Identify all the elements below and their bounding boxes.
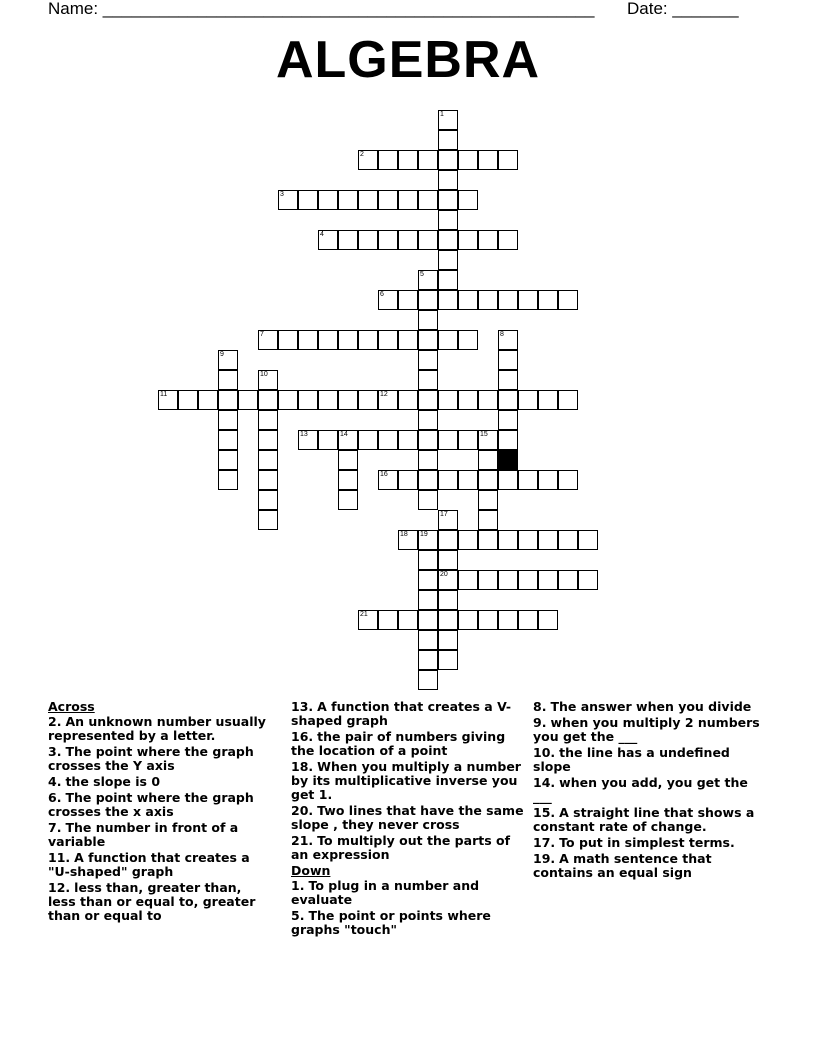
grid-cell[interactable]	[398, 430, 418, 450]
clue-number-label: 14.	[533, 775, 556, 790]
grid-cell[interactable]	[478, 530, 498, 550]
clue-item	[291, 879, 526, 907]
clue-text: An unknown number usually represented by a letter.	[48, 714, 266, 743]
grid-cell[interactable]	[398, 390, 418, 410]
grid-cell[interactable]	[338, 390, 358, 410]
grid-cell[interactable]	[458, 330, 478, 350]
clue-text: A math sentence that contains an equal sign	[533, 851, 712, 880]
grid-cell[interactable]	[358, 390, 378, 410]
grid-cell[interactable]	[458, 610, 478, 630]
clue-number: 10	[260, 371, 268, 378]
clue-item	[291, 834, 526, 862]
clue-number-label: 8.	[533, 699, 547, 714]
grid-cell[interactable]	[438, 110, 458, 130]
grid-cell[interactable]	[438, 270, 458, 290]
grid-cell[interactable]	[338, 450, 358, 470]
clue-number: 15	[480, 431, 488, 438]
grid-cell[interactable]	[498, 330, 518, 350]
grid-cell[interactable]	[398, 290, 418, 310]
clue-number-label: 16.	[291, 729, 314, 744]
grid-cell[interactable]	[398, 330, 418, 350]
clue-text: when you add, you get the ___	[533, 775, 748, 804]
grid-cell[interactable]	[358, 610, 378, 630]
grid-cell[interactable]	[218, 450, 238, 470]
grid-cell[interactable]	[438, 530, 458, 550]
section-heading-across: Across	[48, 699, 95, 714]
grid-cell[interactable]	[438, 230, 458, 250]
clue-text: The number in front of a variable	[48, 820, 239, 849]
grid-cell[interactable]	[278, 390, 298, 410]
grid-cell[interactable]	[498, 570, 518, 590]
clue-number: 11	[160, 391, 168, 398]
grid-cell[interactable]	[418, 490, 438, 510]
clue-item	[533, 746, 768, 774]
clue-text: Two lines that have the same slope , they never cross	[291, 803, 524, 832]
clue-number: 6	[380, 291, 384, 298]
grid-cell[interactable]	[478, 490, 498, 510]
grid-cell[interactable]	[298, 430, 318, 450]
clue-number: 13	[300, 431, 308, 438]
grid-cell[interactable]	[418, 410, 438, 430]
clue-number: 2	[360, 151, 364, 158]
grid-cell[interactable]	[458, 470, 478, 490]
clue-text: The point where the graph crosses the Y axis	[48, 744, 254, 773]
clue-text: the slope is 0	[65, 774, 161, 789]
grid-cell[interactable]	[518, 530, 538, 550]
grid-cell[interactable]	[418, 470, 438, 490]
grid-cell[interactable]	[158, 390, 178, 410]
grid-cell[interactable]	[398, 190, 418, 210]
grid-cell[interactable]	[438, 510, 458, 530]
grid-cell[interactable]	[438, 170, 458, 190]
grid-cell[interactable]	[258, 390, 278, 410]
grid-cell[interactable]	[458, 290, 478, 310]
grid-cell[interactable]	[458, 190, 478, 210]
grid-cell[interactable]	[258, 330, 278, 350]
grid-cell[interactable]	[558, 530, 578, 550]
clue-item	[291, 700, 526, 728]
grid-cell[interactable]	[438, 570, 458, 590]
clue-number: 1	[440, 111, 444, 118]
grid-cell[interactable]	[258, 430, 278, 450]
grid-cell[interactable]	[378, 430, 398, 450]
grid-cell[interactable]	[418, 650, 438, 670]
grid-cell[interactable]	[498, 150, 518, 170]
name-line: Name: ____________________________________________________	[48, 0, 595, 18]
grid-cell[interactable]	[398, 610, 418, 630]
clue-item	[291, 909, 526, 937]
grid-cell[interactable]	[318, 390, 338, 410]
grid-cell[interactable]	[358, 230, 378, 250]
clue-number: 9	[220, 351, 224, 358]
grid-cell[interactable]	[438, 250, 458, 270]
grid-cell[interactable]	[538, 390, 558, 410]
grid-cell[interactable]	[218, 470, 238, 490]
grid-cell[interactable]	[458, 430, 478, 450]
clue-text: A function that creates a V-shaped graph	[291, 699, 512, 728]
clue-number: 3	[280, 191, 284, 198]
grid-cell[interactable]	[418, 370, 438, 390]
clue-item	[533, 852, 768, 880]
grid-cell[interactable]	[578, 570, 598, 590]
grid-cell[interactable]	[438, 210, 458, 230]
grid-cell[interactable]	[438, 610, 458, 630]
grid-cell[interactable]	[498, 230, 518, 250]
clue-number-label: 12.	[48, 880, 71, 895]
grid-cell[interactable]	[438, 330, 458, 350]
grid-cell[interactable]	[438, 130, 458, 150]
grid-cell[interactable]	[458, 570, 478, 590]
date-line: Date: _______	[627, 0, 739, 18]
grid-cell[interactable]	[558, 390, 578, 410]
clue-item	[291, 730, 526, 758]
grid-cell[interactable]	[438, 190, 458, 210]
clue-item	[48, 881, 273, 923]
grid-cell[interactable]	[338, 230, 358, 250]
grid-cell[interactable]	[478, 470, 498, 490]
grid-cell[interactable]	[358, 430, 378, 450]
grid-cell[interactable]	[418, 550, 438, 570]
grid-cell[interactable]	[418, 330, 438, 350]
clue-item	[533, 806, 768, 834]
clue-item	[291, 760, 526, 802]
clue-item	[533, 836, 768, 850]
clue-text: The point or points where graphs "touch"	[291, 908, 491, 937]
clue-number: 16	[380, 471, 388, 478]
grid-cell[interactable]	[438, 430, 458, 450]
clue-column-1	[48, 700, 273, 925]
grid-cell[interactable]	[338, 490, 358, 510]
clue-number: 21	[360, 611, 368, 618]
clue-item	[48, 851, 273, 879]
grid-cell[interactable]	[538, 470, 558, 490]
clue-item	[533, 716, 768, 744]
clue-number-label: 7.	[48, 820, 62, 835]
grid-cell[interactable]	[338, 330, 358, 350]
clue-number-label: 2.	[48, 714, 62, 729]
grid-cell[interactable]	[178, 390, 198, 410]
grid-cell[interactable]	[358, 150, 378, 170]
grid-cell[interactable]	[458, 530, 478, 550]
clue-text: To put in simplest terms.	[559, 835, 735, 850]
grid-cell[interactable]	[478, 290, 498, 310]
grid-cell[interactable]	[458, 230, 478, 250]
clue-number: 12	[380, 391, 388, 398]
grid-cell[interactable]	[438, 150, 458, 170]
clue-text: To multiply out the parts of an expression	[291, 833, 511, 862]
grid-cell[interactable]	[378, 610, 398, 630]
grid-cell[interactable]	[318, 330, 338, 350]
grid-cell[interactable]	[418, 530, 438, 550]
grid-cell[interactable]	[258, 470, 278, 490]
grid-cell[interactable]	[258, 490, 278, 510]
grid-cell[interactable]	[218, 390, 238, 410]
clue-text: the line has a undefined slope	[533, 745, 730, 774]
clue-number-label: 20.	[291, 803, 314, 818]
grid-cell[interactable]	[218, 410, 238, 430]
grid-cell[interactable]	[238, 390, 258, 410]
grid-cell[interactable]	[418, 350, 438, 370]
clue-number: 7	[260, 331, 264, 338]
clue-item	[48, 715, 273, 743]
grid-cell[interactable]	[498, 370, 518, 390]
grid-cell[interactable]	[438, 290, 458, 310]
grid-cell[interactable]	[438, 630, 458, 650]
grid-cell[interactable]	[218, 350, 238, 370]
grid-cell[interactable]	[438, 590, 458, 610]
grid-cell[interactable]	[458, 390, 478, 410]
grid-cell[interactable]	[478, 610, 498, 630]
clue-number: 19	[420, 531, 428, 538]
grid-cell[interactable]	[418, 670, 438, 690]
grid-cell[interactable]	[438, 650, 458, 670]
clue-text: when you multiply 2 numbers you get the ___	[533, 715, 760, 744]
grid-cell[interactable]	[478, 570, 498, 590]
grid-cell[interactable]	[538, 610, 558, 630]
grid-cell[interactable]	[498, 610, 518, 630]
grid-cell[interactable]	[418, 390, 438, 410]
section-heading-down: Down	[291, 863, 331, 878]
clue-number-label: 10.	[533, 745, 556, 760]
grid-cell[interactable]	[498, 390, 518, 410]
clue-number-label: 5.	[291, 908, 305, 923]
clue-number: 14	[340, 431, 348, 438]
clue-item	[533, 700, 768, 714]
grid-cell[interactable]	[438, 550, 458, 570]
grid-cell[interactable]	[418, 630, 438, 650]
clue-item	[48, 791, 273, 819]
clue-text: The point where the graph crosses the x axis	[48, 790, 254, 819]
clue-item	[48, 821, 273, 849]
grid-cell[interactable]	[498, 530, 518, 550]
grid-cell[interactable]	[278, 190, 298, 210]
clue-column-2	[291, 700, 526, 939]
clue-number-label: 6.	[48, 790, 62, 805]
clue-number: 20	[440, 571, 448, 578]
grid-cell[interactable]	[418, 270, 438, 290]
grid-cell[interactable]	[398, 470, 418, 490]
clue-text: the pair of numbers giving the location of a point	[291, 729, 506, 758]
clue-item	[48, 775, 273, 789]
grid-cell[interactable]	[418, 610, 438, 630]
grid-cell[interactable]	[218, 370, 238, 390]
grid-cell[interactable]	[438, 390, 458, 410]
grid-cell[interactable]	[378, 190, 398, 210]
grid-cell[interactable]	[578, 530, 598, 550]
grid-cell[interactable]	[518, 570, 538, 590]
grid-cell[interactable]	[498, 470, 518, 490]
grid-cell[interactable]	[418, 190, 438, 210]
grid-cell[interactable]	[338, 430, 358, 450]
grid-cell[interactable]	[478, 390, 498, 410]
grid-cell[interactable]	[478, 430, 498, 450]
grid-cell[interactable]	[398, 150, 418, 170]
clue-number-label: 11.	[48, 850, 71, 865]
grid-cell[interactable]	[398, 530, 418, 550]
clue-text: To plug in a number and evaluate	[291, 878, 480, 907]
grid-cell[interactable]	[338, 190, 358, 210]
clue-number: 8	[500, 331, 504, 338]
grid-cell[interactable]	[518, 610, 538, 630]
grid-cell[interactable]	[278, 330, 298, 350]
clue-number: 17	[440, 511, 448, 518]
clue-text: A straight line that shows a constant rate of change.	[533, 805, 755, 834]
grid-cell[interactable]	[478, 450, 498, 470]
grid-cell[interactable]	[498, 290, 518, 310]
grid-cell[interactable]	[318, 430, 338, 450]
clue-text: A function that creates a "U-shaped" graph	[48, 850, 250, 879]
grid-cell[interactable]	[458, 150, 478, 170]
clue-number-label: 18.	[291, 759, 314, 774]
grid-cell[interactable]	[258, 510, 278, 530]
grid-cell[interactable]	[358, 330, 378, 350]
grid-cell[interactable]	[298, 190, 318, 210]
grid-cell[interactable]	[298, 330, 318, 350]
grid-cell[interactable]	[378, 230, 398, 250]
clue-number: 5	[420, 271, 424, 278]
grid-cell[interactable]	[478, 150, 498, 170]
clue-number-label: 19.	[533, 851, 556, 866]
grid-cell[interactable]	[378, 330, 398, 350]
clue-text: The answer when you divide	[550, 699, 752, 714]
grid-cell[interactable]	[538, 530, 558, 550]
clue-number-label: 21.	[291, 833, 314, 848]
puzzle-title: ALGEBRA	[275, 31, 541, 89]
grid-cell[interactable]	[518, 390, 538, 410]
grid-cell[interactable]	[318, 230, 338, 250]
grid-cell[interactable]	[478, 510, 498, 530]
grid-cell[interactable]	[398, 230, 418, 250]
clue-item	[291, 804, 526, 832]
clue-number: 4	[320, 231, 324, 238]
grid-cell[interactable]	[558, 470, 578, 490]
grid-cell[interactable]	[298, 390, 318, 410]
clue-column-3	[533, 700, 768, 882]
grid-cell[interactable]	[418, 290, 438, 310]
clue-item	[48, 745, 273, 773]
clue-number-label: 9.	[533, 715, 547, 730]
grid-cell[interactable]	[418, 230, 438, 250]
grid-cell[interactable]	[218, 430, 238, 450]
clue-number-label: 13.	[291, 699, 314, 714]
grid-cell[interactable]	[318, 190, 338, 210]
grid-cell[interactable]	[198, 390, 218, 410]
clue-number-label: 15.	[533, 805, 556, 820]
grid-cell[interactable]	[478, 230, 498, 250]
grid-cell[interactable]	[538, 570, 558, 590]
clue-number-label: 3.	[48, 744, 62, 759]
grid-cell[interactable]	[378, 150, 398, 170]
clue-number: 18	[400, 531, 408, 538]
grid-cell[interactable]	[258, 410, 278, 430]
grid-cell[interactable]	[558, 570, 578, 590]
grid-cell[interactable]	[378, 390, 398, 410]
grid-cell[interactable]	[338, 470, 358, 490]
grid-cell[interactable]	[418, 150, 438, 170]
grid-cell[interactable]	[418, 590, 438, 610]
clue-number-label: 17.	[533, 835, 556, 850]
clue-text: When you multiply a number by its multiplicative inverse you get 1.	[291, 759, 521, 802]
clue-item	[533, 776, 768, 804]
clue-text: less than, greater than, less than or equal to, greater than or equal to	[48, 880, 256, 923]
grid-cell[interactable]	[498, 410, 518, 430]
grid-cell[interactable]	[498, 430, 518, 450]
grid-cell[interactable]	[378, 470, 398, 490]
grid-cell[interactable]	[358, 190, 378, 210]
grid-cell[interactable]	[418, 570, 438, 590]
grid-cell[interactable]	[538, 290, 558, 310]
grid-cell[interactable]	[518, 470, 538, 490]
grid-cell[interactable]	[258, 370, 278, 390]
grid-cell[interactable]	[418, 430, 438, 450]
grid-cell[interactable]	[518, 290, 538, 310]
grid-cell[interactable]	[418, 450, 438, 470]
grid-cell[interactable]	[498, 350, 518, 370]
clue-number-label: 4.	[48, 774, 62, 789]
grid-cell[interactable]	[378, 290, 398, 310]
grid-cell[interactable]	[438, 470, 458, 490]
grid-cell[interactable]	[418, 310, 438, 330]
clue-number-label: 1.	[291, 878, 305, 893]
grid-cell[interactable]	[558, 290, 578, 310]
black-cell	[498, 450, 518, 470]
grid-cell[interactable]	[258, 450, 278, 470]
